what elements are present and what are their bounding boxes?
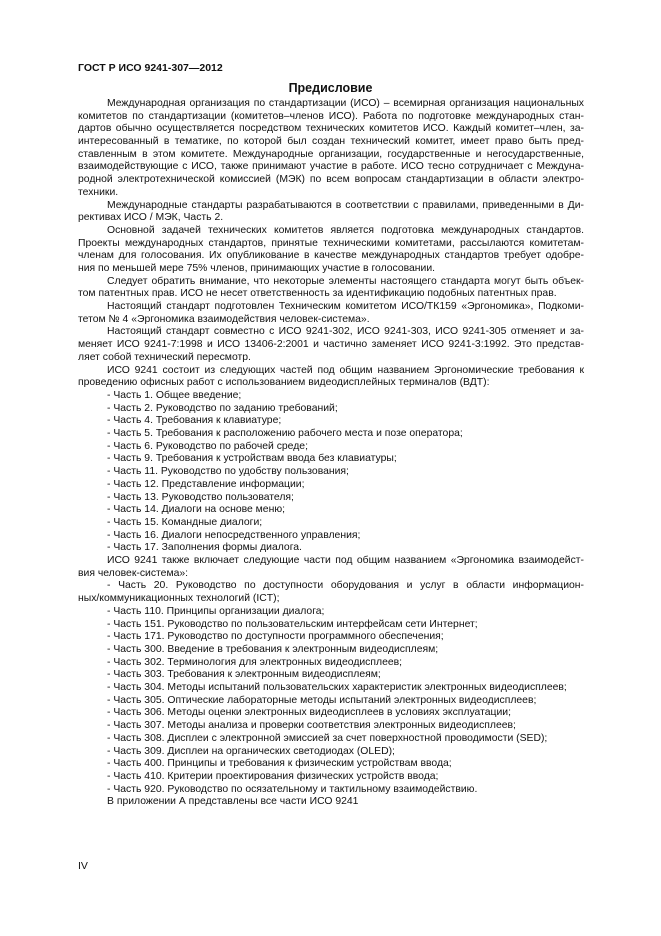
text-line: меняет ИСО 9241-7:1998 и ИСО 13406-2:2001 и частично заменяет ИСО 9241-3:1992. Это представ- [78, 339, 584, 351]
text-line: - Часть 20. Руководство по доступности оборудования и услуг в области информацион- [107, 580, 584, 592]
paragraph [78, 580, 584, 605]
list-item: - Часть 14. Диалоги на основе меню; [107, 504, 286, 516]
text-line: Международные стандарты разрабатываются в соответствии с правилами, приведенными в Ди- [107, 199, 584, 211]
text-line: комитетов по стандартизации (комитетов–членов ИСО). Работа по подготовке международных стан- [78, 110, 584, 122]
document-id-header: ГОСТ Р ИСО 9241-307—2012 [78, 62, 223, 74]
text-line: ния по меньшей мере 75% членов, принимающих участие в голосовании. [78, 262, 436, 274]
text-line: вия человек-система»: [78, 567, 189, 579]
list-item: - Часть 110. Принципы организации диалога; [107, 605, 325, 617]
list-item: - Часть 306. Методы оценки электронных видеодисплеев в условиях эксплуатации; [107, 707, 511, 719]
text-line: ляет собой технический пересмотр. [78, 351, 251, 363]
paragraph [78, 276, 584, 301]
list-item: - Часть 410. Критерии проектирования физических устройств ввода; [107, 770, 439, 782]
list-item: - Часть 9. Требования к устройствам ввода без клавиатуры; [107, 453, 397, 465]
text-line: членам для голосования. Их опубликование в качестве международных стандартов требует одобре- [78, 250, 584, 262]
text-line: ИСО 9241 также включает следующие части под общим названием «Эргономика взаимодейст- [107, 555, 584, 567]
list-item: - Часть 15. Командные диалоги; [107, 516, 263, 528]
paragraph [78, 225, 584, 276]
list-item: - Часть 12. Представление информации; [107, 478, 305, 490]
list-item: - Часть 17. Заполнения формы диалога. [107, 542, 302, 554]
list-item: - Часть 171. Руководство по доступности программного обеспечения; [107, 631, 444, 643]
list-item: - Часть 4. Требования к клавиатуре; [107, 415, 282, 427]
text-line: тетом № 4 «Эргономика взаимодействия человек-система». [78, 313, 370, 325]
paragraph [78, 365, 584, 390]
text-line: Проекты международных стандартов, принятые техническими комитетами, рассылаются комитетам- [78, 237, 584, 249]
list-item: - Часть 300. Введение в требования к электронным видеодисплеям; [107, 643, 439, 655]
text-line: дартов обычно осуществляется посредством технических комитетов ИСО. Каждый комитет–член, за- [78, 123, 584, 135]
text-line: взаимодействующие с ИСО, также принимают участие в работе. ИСО тесно сотрудничает с Междуна- [78, 161, 584, 173]
text-line: ИСО 9241 состоит из следующих частей под общим названием Эргономические требования к [107, 364, 584, 376]
list-item: - Часть 303. Требования к электронным видеодисплеям; [107, 669, 381, 681]
text-line: родной электротехнической комиссией (МЭК) по всем вопросам стандартизации в области электро- [78, 174, 584, 186]
list-item: - Часть 920. Руководство по осязательному и тактильному взаимодействию. [107, 783, 478, 795]
paragraph [78, 301, 584, 326]
list-item: - Часть 6. Руководство по рабочей среде; [107, 440, 308, 452]
text-line: ставленным в этом комитете. Международные организации, государственные и негосударственные, [78, 148, 584, 160]
list-block [78, 390, 584, 555]
text-line: Следует обратить внимание, что некоторые элементы настоящего стандарта могут быть объек- [107, 275, 584, 287]
list-item: - Часть 305. Оптические лабораторные методы испытаний электронных видеодисплеев; [107, 694, 537, 706]
list-item: - Часть 400. Принципы и требования к физическим устройствам ввода; [107, 758, 452, 770]
list-item: - Часть 2. Руководство по заданию требований; [107, 402, 338, 414]
paragraph [78, 555, 584, 580]
text-line: рективах ИСО / МЭК, Часть 2. [78, 212, 224, 224]
paragraph [78, 98, 584, 200]
text-line: Настоящий стандарт совместно с ИСО 9241-302, ИСО 9241-303, ИСО 9241-305 отменяет и за- [107, 326, 584, 338]
text-line: том патентных прав. ИСО не несет ответственность за идентификацию подобных патентных прав. [78, 288, 557, 300]
page-title: Предисловие [288, 81, 373, 95]
list-item: - Часть 13. Руководство пользователя; [107, 491, 294, 503]
paragraph [78, 796, 584, 809]
list-item: - Часть 308. Дисплеи с электронной эмиссией за счет поверхностной проводимости (SED); [107, 732, 548, 744]
text-line: Настоящий стандарт подготовлен Техническим комитетом ИСО/ТК159 «Эргономика», Подкоми- [107, 301, 584, 313]
list-block [78, 606, 584, 797]
text-line: В приложении А представлены все части ИСО 9241 [107, 796, 359, 808]
list-item: - Часть 302. Терминология для электронных видеодисплеев; [107, 656, 403, 668]
list-item: - Часть 16. Диалоги непосредственного управления; [107, 529, 361, 541]
list-item: - Часть 304. Методы испытаний пользовательских характеристик электронных видеодисплеев; [107, 682, 567, 694]
text-line: Международная организация по стандартизации (ИСО) – всемирная организация национальных [107, 98, 584, 109]
text-line: интересованный в тематике, по которой был создан технический комитет, имеет право быть пред- [78, 136, 584, 148]
list-item: - Часть 5. Требования к расположению рабочего места и позе оператора; [107, 428, 463, 440]
list-item: - Часть 151. Руководство по пользовательским интерфейсам сети Интернет; [107, 618, 478, 630]
paragraph [78, 326, 584, 364]
paragraph [78, 200, 584, 225]
page-number: IV [78, 860, 88, 872]
text-line: Основной задачей технических комитетов является подготовка международных стандартов. [107, 224, 584, 236]
text-line: техники. [78, 186, 119, 198]
list-item: - Часть 11. Руководство по удобству пользования; [107, 466, 349, 478]
list-item: - Часть 309. Дисплеи на органических светодиодах (OLED); [107, 745, 395, 757]
text-line: проведению офисных работ с использованием видеодисплейных терминалов (ВДТ): [78, 377, 490, 389]
list-item: - Часть 307. Методы анализа и проверки соответствия электронных видеодисплеев; [107, 720, 516, 732]
text-line: ных/коммуникационных технологий (ICT); [78, 593, 280, 605]
list-item: - Часть 1. Общее введение; [107, 389, 242, 401]
document-body [78, 98, 584, 809]
